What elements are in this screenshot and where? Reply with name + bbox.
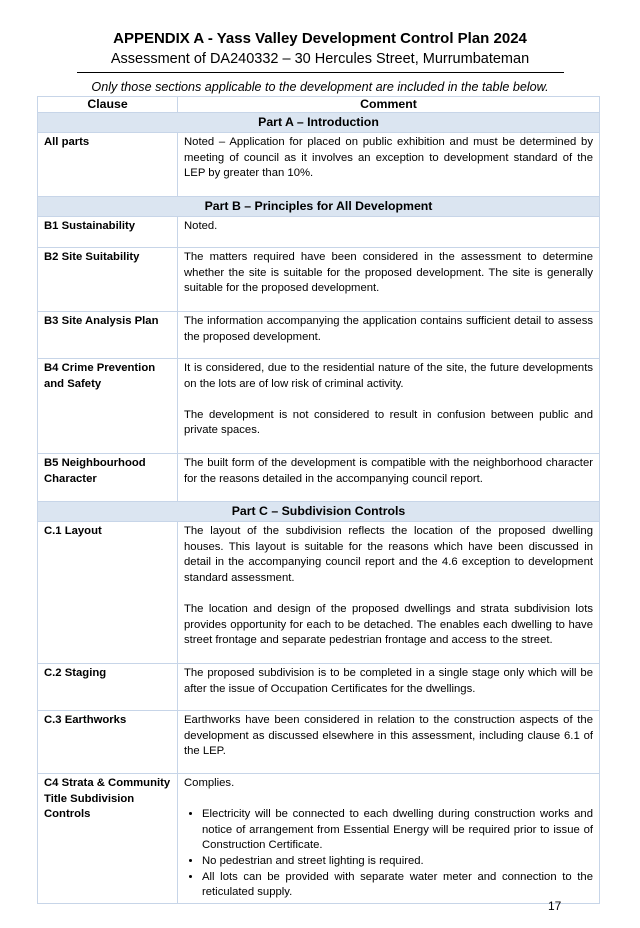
comment-cell — [178, 359, 600, 454]
comment-cell — [178, 774, 600, 904]
clause-table — [37, 96, 600, 904]
comment-cell: The proposed subdivision is to be completed in a single stage only which will be after the issue of Occupation Certificates for the dwellings. — [178, 664, 600, 711]
page-number: 17 — [548, 899, 562, 913]
clause-cell: C.1 Layout — [38, 522, 178, 664]
comment-cell: The information accompanying the application contains sufficient detail to assess the proposed development. — [178, 312, 600, 359]
part-a-row — [38, 113, 600, 133]
comment-paragraph: The layout of the subdivision reflects the location of the proposed dwelling houses. This layout is suitable for the reasons which have been discussed in detail in the accompanying council report and the 4.6 exception to development standard assessment. — [184, 525, 593, 584]
comment-cell: Earthworks have been considered in relation to the construction aspects of the development as discussed elsewhere in this assessment, including clause 6.1 of the LEP. — [178, 711, 600, 774]
comment-cell — [178, 522, 600, 664]
table-row — [38, 664, 600, 711]
comment-paragraph: It is considered, due to the residential nature of the site, the future developments on the lots are of low risk of criminal activity. — [184, 362, 593, 390]
table-row — [38, 454, 600, 502]
list-item: • All lots can be provided with separate water meter and connection to the reticulated supply. — [202, 870, 593, 901]
table-header-row — [38, 97, 600, 113]
clause-cell: B3 Site Analysis Plan — [38, 312, 178, 359]
bullet-list — [184, 807, 593, 901]
comment-cell: The matters required have been considered in the assessment to determine whether the site is suitable for the proposed development. The site is generally suitable for the proposed development. — [178, 248, 600, 312]
part-c-heading: Part C – Subdivision Controls — [38, 502, 600, 522]
clause-cell: B1 Sustainability — [38, 217, 178, 248]
page-title: APPENDIX A - Yass Valley Development Control Plan 2024 — [113, 30, 527, 47]
clause-cell: B5 Neighbourhood Character — [38, 454, 178, 502]
table-row — [38, 133, 600, 197]
table-row — [38, 312, 600, 359]
list-item: • Electricity will be connected to each dwelling during construction works and notice of arrangement from Essential Energy will be required prior to issue of Construction Certificate. — [202, 807, 593, 854]
column-header-clause: Clause — [38, 97, 178, 113]
clause-cell: C.3 Earthworks — [38, 711, 178, 774]
clause-cell: B2 Site Suitability — [38, 248, 178, 312]
comment-paragraph: The development is not considered to result in confusion between public and private spaces. — [184, 408, 593, 437]
comment-cell: The built form of the development is compatible with the neighborhood character for the reasons detailed in the accompanying council report. — [178, 454, 600, 502]
column-header-comment: Comment — [178, 97, 600, 113]
clause-cell: C.2 Staging — [38, 664, 178, 711]
table-row — [38, 248, 600, 312]
comment-paragraph: Complies. — [184, 777, 235, 789]
part-b-heading: Part B – Principles for All Development — [38, 197, 600, 217]
header-rule — [77, 72, 564, 73]
part-b-row — [38, 197, 600, 217]
part-a-heading: Part A – Introduction — [38, 113, 600, 133]
table-row — [38, 711, 600, 774]
table-row — [38, 522, 600, 664]
intro-note: Only those sections applicable to the development are included in the table below. — [91, 80, 549, 94]
comment-cell: Noted. — [178, 217, 600, 248]
table-row — [38, 774, 600, 904]
clause-cell: C4 Strata & Community Title Subdivision Controls — [38, 774, 178, 904]
clause-cell: B4 Crime Prevention and Safety — [38, 359, 178, 454]
list-item: • No pedestrian and street lighting is required. — [202, 854, 593, 870]
comment-cell: Noted – Application for placed on public exhibition and must be determined by meeting of council as it involves an exception to development standard of the LEP by greater than 10%. — [178, 133, 600, 197]
page-subtitle: Assessment of DA240332 – 30 Hercules Street, Murrumbateman — [110, 51, 530, 67]
comment-paragraph: The location and design of the proposed dwellings and strata subdivision lots provides opportunity for each to be detached. The enables each dwelling to have street frontage and separate pedestrian frontage and access to the street. — [184, 602, 593, 647]
clause-cell: All parts — [38, 133, 178, 197]
part-c-row — [38, 502, 600, 522]
table-row — [38, 359, 600, 454]
table-row — [38, 217, 600, 248]
